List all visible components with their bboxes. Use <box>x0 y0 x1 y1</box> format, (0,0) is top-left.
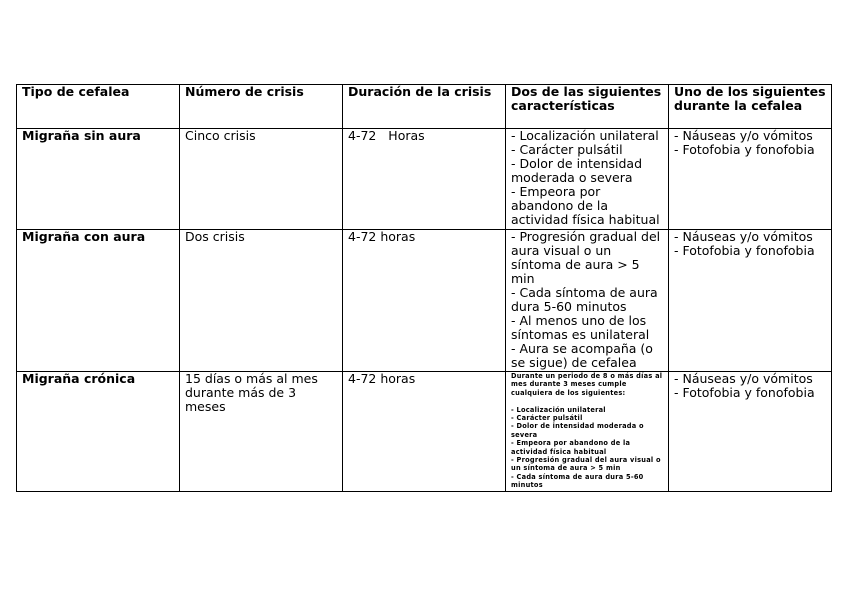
cell-characteristics <box>506 129 669 230</box>
list-item: - Carácter pulsátil <box>511 414 583 423</box>
migraine-criteria-table <box>16 84 832 492</box>
cell-crises: Cinco crisis <box>180 129 343 230</box>
list-item: - Empeora por abandono de la actividad física habitual <box>511 439 631 456</box>
cell-crises: 15 días o más al mes durante más de 3 meses <box>180 372 343 492</box>
list-item: - Cada síntoma de aura dura 5-60 minutos <box>511 285 658 314</box>
header-uno-durante-cefalea: Uno de los siguientes durante la cefalea <box>669 85 832 129</box>
list-item: - Localización unilateral <box>511 405 606 414</box>
header-dos-caracteristicas: Dos de las siguientes características <box>506 85 669 129</box>
table-row <box>17 129 832 230</box>
header-tipo-cefalea: Tipo de cefalea <box>17 85 180 129</box>
header-numero-crisis: Número de crisis <box>180 85 343 129</box>
list-item: - Dolor de intensidad moderada o severa <box>511 156 643 185</box>
cell-type: Migraña con aura <box>17 230 180 372</box>
list-item: - Dolor de intensidad moderada o severa <box>511 422 644 439</box>
list-item: - Aura se acompaña (o se sigue) de cefalea <box>511 341 653 370</box>
cell-during <box>669 230 832 372</box>
list-item: - Al menos uno de los síntomas es unilateral <box>511 313 650 342</box>
small-print-intro: Durante un periodo de 8 o más días al mes durante 3 meses cumple cualquiera de los siguientes: <box>511 372 663 397</box>
cell-during <box>669 129 832 230</box>
list-item: - Fotofobia y fonofobia <box>674 243 815 258</box>
cell-crises: Dos crisis <box>180 230 343 372</box>
cell-duration: 4-72 Horas <box>343 129 506 230</box>
cell-duration: 4-72 horas <box>343 230 506 372</box>
cell-characteristics <box>506 372 669 492</box>
table-row <box>17 230 832 372</box>
list-item: - Fotofobia y fonofobia <box>674 385 815 400</box>
cell-type: Migraña crónica <box>17 372 180 492</box>
cell-duration: 4-72 horas <box>343 372 506 492</box>
cell-during <box>669 372 832 492</box>
list-item: - Cada síntoma de aura dura 5-60 minutos <box>511 472 644 490</box>
cell-type: Migraña sin aura <box>17 129 180 230</box>
cell-characteristics <box>506 230 669 372</box>
header-duracion-crisis: Duración de la crisis <box>343 85 506 129</box>
table-row <box>17 372 832 492</box>
list-item: - Localización unilateral <box>511 128 659 143</box>
spacer <box>511 397 664 405</box>
list-item: - Náuseas y/o vómitos <box>674 371 813 386</box>
list-item: - Carácter pulsátil <box>511 142 623 157</box>
small-print-block <box>511 372 664 490</box>
list-item: - Náuseas y/o vómitos <box>674 128 813 143</box>
list-item: - Empeora por abandono de la actividad física habitual <box>511 184 660 227</box>
list-item: - Progresión gradual del aura visual o un síntoma de aura > 5 min <box>511 456 661 473</box>
table-header-row <box>17 85 832 129</box>
list-item: - Progresión gradual del aura visual o un síntoma de aura > 5 min <box>511 229 661 286</box>
list-item: - Fotofobia y fonofobia <box>674 142 815 157</box>
list-item: - Náuseas y/o vómitos <box>674 229 813 244</box>
